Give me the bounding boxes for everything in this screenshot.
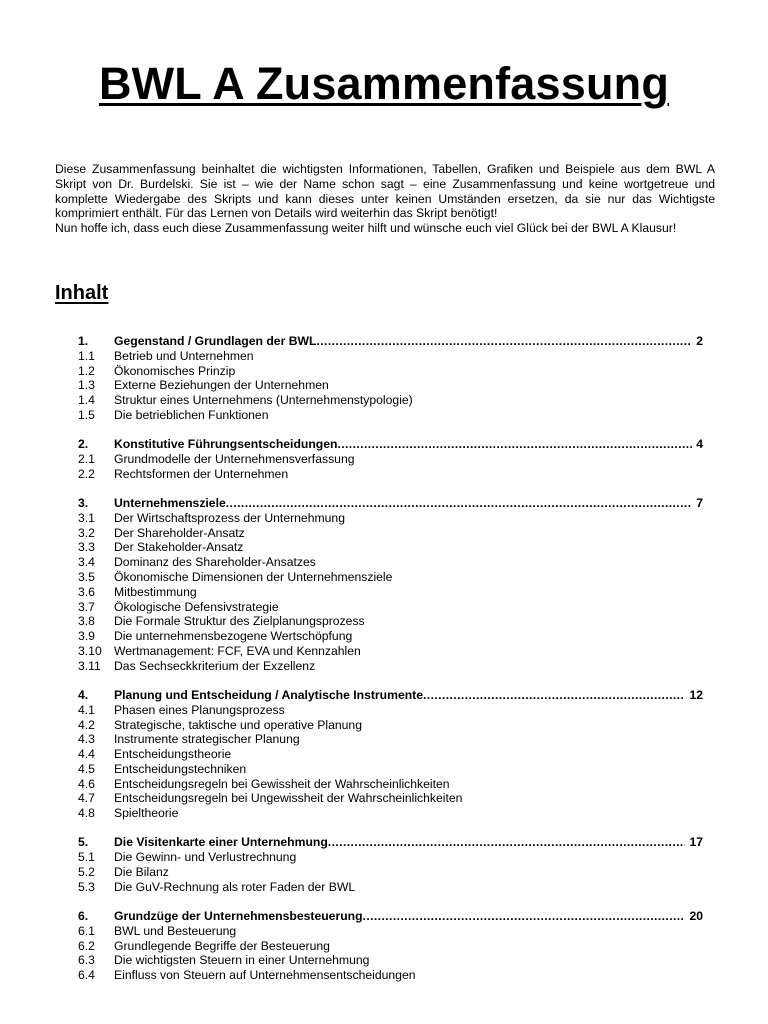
toc-subsection-title: Externe Beziehungen der Unternehmen <box>114 378 329 393</box>
toc-subsection-entry[interactable] <box>78 732 703 747</box>
toc-subsection-entry[interactable] <box>78 850 703 865</box>
toc-chapter-title: Gegenstand / Grundlagen der BWL <box>114 334 317 348</box>
toc-subsection-entry[interactable] <box>78 968 703 983</box>
toc-page-number: 20 <box>689 909 703 924</box>
toc-subsection-title: Die betrieblichen Funktionen <box>114 407 269 422</box>
toc-subsection-entry[interactable] <box>78 953 703 968</box>
toc-subsection-title: Wertmanagement: FCF, EVA und Kennzahlen <box>114 643 361 658</box>
toc-subsection-entry[interactable] <box>78 659 703 674</box>
toc-subsection-number: 4.3 <box>78 732 95 747</box>
toc-subsection-title: Ökonomisches Prinzip <box>114 363 236 378</box>
toc-leader-dots <box>363 909 686 924</box>
toc-chapter-number: 1. <box>78 334 89 348</box>
toc-subsection-title: Phasen eines Planungsprozess <box>114 702 285 717</box>
toc-subsection-entry[interactable] <box>78 865 703 880</box>
toc-subsection-title: Der Shareholder-Ansatz <box>114 525 245 540</box>
toc-subsection-title: Die Formale Struktur des Zielplanungsprozess <box>114 614 365 629</box>
toc-chapter-title: Grundzüge der Unternehmensbesteuerung <box>114 909 363 924</box>
toc-subsection-number: 3.1 <box>78 510 95 525</box>
toc-subsection-title: Ökonomische Dimensionen der Unternehmensziele <box>114 569 393 584</box>
toc-subsection-entry[interactable] <box>78 393 703 408</box>
toc-subsection-number: 5.2 <box>78 865 95 880</box>
toc-subsection-title: Mitbestimmung <box>114 584 197 599</box>
toc-subsection-number: 3.3 <box>78 540 95 555</box>
toc-subsection-title: Grundlegende Begriffe der Besteuerung <box>114 938 330 953</box>
toc-section <box>78 334 703 423</box>
toc-subsection-entry[interactable] <box>78 526 703 541</box>
toc-chapter-entry[interactable] <box>78 835 703 850</box>
toc-subsection-entry[interactable] <box>78 452 703 467</box>
toc-section <box>78 688 703 821</box>
toc-subsection-title: Die wichtigsten Steuern in einer Unternehmung <box>114 953 370 968</box>
toc-chapter-entry[interactable] <box>78 688 703 703</box>
toc-subsection-entry[interactable] <box>78 939 703 954</box>
toc-leader-dots <box>328 835 686 850</box>
toc-leader-dots <box>423 688 685 703</box>
toc-subsection-entry[interactable] <box>78 600 703 615</box>
toc-subsection-title: Entscheidungsregeln bei Ungewissheit der Wahrscheinlichkeiten <box>114 791 463 806</box>
toc-chapter-number: 4. <box>78 687 89 702</box>
toc-subsection-title: Ökologische Defensivstrategie <box>114 599 279 614</box>
toc-subsection-number: 6.2 <box>78 938 95 953</box>
toc-subsection-entry[interactable] <box>78 703 703 718</box>
toc-heading: Inhalt <box>55 282 109 304</box>
toc-subsection-number: 3.2 <box>78 525 95 540</box>
toc-subsection-entry[interactable] <box>78 762 703 777</box>
toc-subsection-entry[interactable] <box>78 718 703 733</box>
toc-chapter-entry[interactable] <box>78 437 703 452</box>
toc-subsection-title: Entscheidungsregeln bei Gewissheit der Wahrscheinlichkeiten <box>114 776 450 791</box>
toc-subsection-title: Die Bilanz <box>114 865 169 880</box>
toc-subsection-number: 3.10 <box>78 643 102 658</box>
toc-subsection-number: 2.1 <box>78 451 95 466</box>
toc-chapter-title: Konstitutive Führungsentscheidungen <box>114 437 338 452</box>
toc-page-number: 4 <box>696 437 703 452</box>
toc-subsection-entry[interactable] <box>78 629 703 644</box>
toc-subsection-entry[interactable] <box>78 540 703 555</box>
toc-subsection-entry[interactable] <box>78 408 703 423</box>
toc-subsection-title: Struktur eines Unternehmens (Unternehmenstypologie) <box>114 393 413 408</box>
toc-subsection-entry[interactable] <box>78 570 703 585</box>
toc-subsection-number: 4.1 <box>78 702 95 717</box>
toc-subsection-entry[interactable] <box>78 585 703 600</box>
toc-subsection-entry[interactable] <box>78 378 703 393</box>
toc-subsection-number: 3.7 <box>78 599 95 614</box>
toc-subsection-number: 1.3 <box>78 378 95 393</box>
toc-subsection-number: 3.11 <box>78 658 101 673</box>
toc-chapter-title: Planung und Entscheidung / Analytische Instrumente <box>114 687 424 702</box>
toc-chapter-title: Die Visitenkarte einer Unternehmung <box>114 835 328 850</box>
toc-leader-dots <box>226 496 692 511</box>
toc-chapter-entry[interactable] <box>78 334 703 349</box>
toc-subsection-title: BWL und Besteuerung <box>114 923 237 938</box>
intro-paragraph: Diese Zusammenfassung beinhaltet die wichtigsten Informationen, Tabellen, Grafiken und Beispiele aus dem BWL A Skript von Dr. Burdelski. Sie ist – wie der Name schon sagt – eine Zusammenfassung und keine wortgetreue und komplette Wiedergabe des Skripts und kann dieses unter keinen Umständen ersetzen, da sie nur das Wichtigste komprimiert enthält. Für das Lernen von Details wird weiterhin das Skript benötigt! <box>55 162 715 221</box>
toc-subsection-number: 4.5 <box>78 761 95 776</box>
toc-subsection-title: Der Stakeholder-Ansatz <box>114 540 244 555</box>
toc-subsection-entry[interactable] <box>78 467 703 482</box>
toc-subsection-title: Die Gewinn- und Verlustrechnung <box>114 850 297 865</box>
toc-chapter-number: 2. <box>78 437 89 452</box>
toc-subsection-title: Strategische, taktische und operative Planung <box>114 717 362 732</box>
toc-subsection-title: Der Wirtschaftsprozess der Unternehmung <box>114 510 345 525</box>
toc-subsection-number: 3.9 <box>78 629 95 644</box>
toc-subsection-number: 2.2 <box>78 466 95 481</box>
toc-subsection-number: 4.2 <box>78 717 95 732</box>
toc-subsection-entry[interactable] <box>78 644 703 659</box>
toc-section <box>78 909 703 983</box>
toc-leader-dots <box>316 334 692 349</box>
toc-section <box>78 835 703 894</box>
toc-page-number: 17 <box>689 835 703 850</box>
toc-subsection-title: Die unternehmensbezogene Wertschöpfung <box>114 629 353 644</box>
toc-subsection-title: Grundmodelle der Unternehmensverfassung <box>114 451 355 466</box>
toc-subsection-number: 1.1 <box>78 348 95 363</box>
table-of-contents <box>78 334 703 997</box>
toc-leader-dots <box>337 437 692 452</box>
toc-subsection-number: 4.7 <box>78 791 95 806</box>
intro-paragraph: Nun hoffe ich, dass euch diese Zusammenfassung weiter hilft und wünsche euch viel Glück bei der BWL A Klausur! <box>55 221 677 236</box>
toc-subsection-title: Die GuV-Rechnung als roter Faden der BWL <box>114 879 356 894</box>
toc-subsection-entry[interactable] <box>78 880 703 895</box>
toc-subsection-title: Entscheidungstheorie <box>114 747 232 762</box>
toc-subsection-number: 4.8 <box>78 806 95 821</box>
toc-subsection-title: Instrumente strategischer Planung <box>114 732 300 747</box>
toc-page-number: 12 <box>689 687 703 702</box>
toc-subsection-title: Dominanz des Shareholder-Ansatzes <box>114 555 316 570</box>
toc-page-number: 7 <box>696 495 703 510</box>
toc-subsection-number: 6.1 <box>78 923 95 938</box>
toc-subsection-entry[interactable] <box>78 924 703 939</box>
toc-chapter-number: 3. <box>78 495 89 510</box>
toc-chapter-entry[interactable] <box>78 909 703 924</box>
toc-subsection-number: 5.3 <box>78 879 95 894</box>
toc-subsection-entry[interactable] <box>78 777 703 792</box>
toc-subsection-number: 3.8 <box>78 614 95 629</box>
toc-subsection-number: 5.1 <box>78 850 95 865</box>
toc-subsection-title: Rechtsformen der Unternehmen <box>114 466 289 481</box>
toc-page-number: 2 <box>696 334 703 348</box>
toc-chapter-entry[interactable] <box>78 496 703 511</box>
toc-subsection-number: 6.4 <box>78 968 95 983</box>
toc-subsection-number: 3.4 <box>78 555 95 570</box>
toc-chapter-number: 6. <box>78 909 89 924</box>
toc-subsection-entry[interactable] <box>78 806 703 821</box>
toc-subsection-title: Betrieb und Unternehmen <box>114 348 254 363</box>
toc-subsection-entry[interactable] <box>78 555 703 570</box>
toc-subsection-number: 1.5 <box>78 407 95 422</box>
toc-subsection-number: 1.2 <box>78 363 95 378</box>
toc-subsection-number: 6.3 <box>78 953 95 968</box>
toc-subsection-entry[interactable] <box>78 349 703 364</box>
toc-chapter-title: Unternehmensziele <box>114 495 226 510</box>
toc-section <box>78 437 703 481</box>
toc-subsection-entry[interactable] <box>78 511 703 526</box>
intro-text <box>55 162 715 236</box>
toc-subsection-number: 4.4 <box>78 747 95 762</box>
toc-subsection-title: Das Sechseckkriterium der Exzellenz <box>114 658 316 673</box>
toc-subsection-number: 4.6 <box>78 776 95 791</box>
toc-subsection-number: 3.6 <box>78 584 95 599</box>
toc-subsection-title: Spieltheorie <box>114 806 179 821</box>
toc-subsection-entry[interactable] <box>78 614 703 629</box>
toc-subsection-entry[interactable] <box>78 791 703 806</box>
toc-subsection-entry[interactable] <box>78 364 703 379</box>
toc-chapter-number: 5. <box>78 835 89 850</box>
toc-subsection-number: 3.5 <box>78 569 95 584</box>
toc-subsection-title: Entscheidungstechniken <box>114 761 247 776</box>
page-title: BWL A Zusammenfassung <box>98 58 670 109</box>
toc-subsection-number: 1.4 <box>78 393 95 408</box>
toc-subsection-entry[interactable] <box>78 747 703 762</box>
toc-section <box>78 496 703 674</box>
toc-subsection-title: Einfluss von Steuern auf Unternehmensentscheidungen <box>114 968 416 983</box>
